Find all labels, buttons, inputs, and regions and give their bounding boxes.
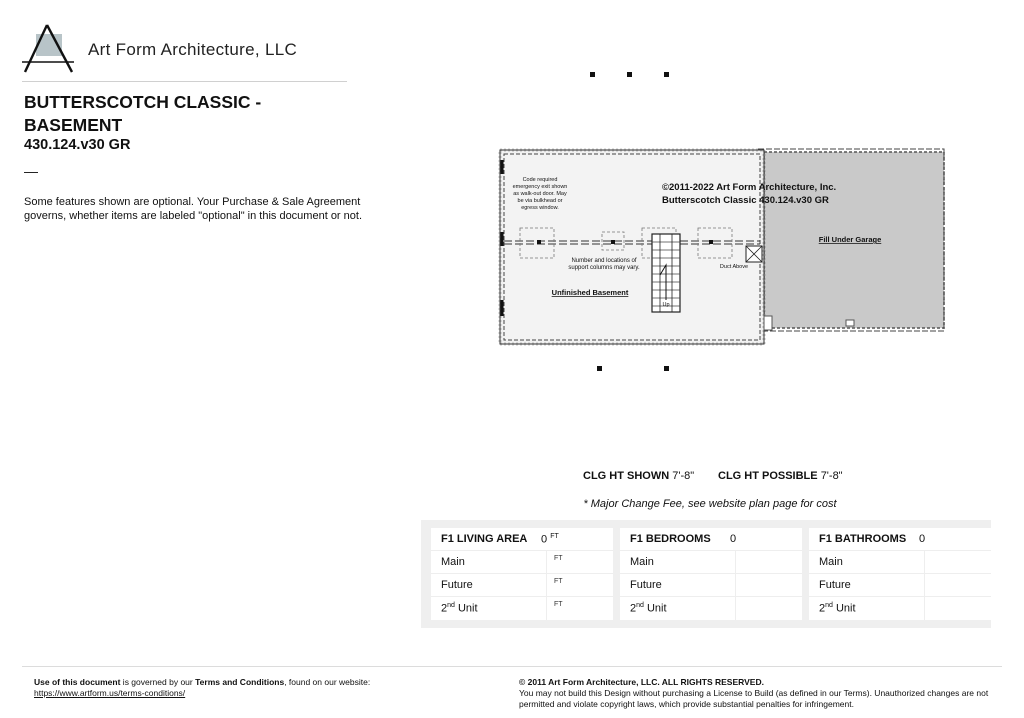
stat-row: 2nd Unit: [630, 602, 667, 615]
svg-text:support columns may vary.: support columns may vary.: [568, 265, 640, 271]
stat-row: Future: [620, 574, 802, 597]
company-name: Art Form Architecture, LLC: [88, 40, 298, 59]
company-logo-block: [22, 22, 352, 84]
svg-text:Number and locations of: Number and locations of: [571, 258, 637, 264]
stat-row: Main FT: [431, 551, 613, 574]
terms-link[interactable]: https://www.artform.us/terms-conditions/: [34, 688, 186, 698]
bathrooms-label: F1 BATHROOMS: [819, 533, 907, 545]
floorplan-copyright-line2: Butterscotch Classic 430.124.v30 GR: [662, 195, 829, 206]
living-area-card: [431, 528, 613, 620]
stat-header-row: [809, 528, 991, 551]
stat-header-row: [620, 528, 802, 551]
copyright-notice: [519, 677, 989, 710]
header-divider: [22, 81, 347, 82]
stat-header-row: [431, 528, 613, 551]
svg-text:Code required: Code required: [522, 177, 558, 183]
column-divider: [735, 550, 736, 620]
marker-dot: [590, 72, 595, 77]
marker-dot: [664, 366, 669, 371]
svg-text:be via bulkhead or: be via bulkhead or: [517, 198, 563, 204]
svg-text:egress window.: egress window.: [521, 205, 559, 211]
terms-notice: Use of this document is governed by our Terms and Conditions, found on our website: https://www.artform.us/terms-conditions/: [34, 677, 371, 698]
title-dash: —: [24, 163, 38, 179]
duct-label: Duct Above: [719, 264, 749, 270]
ceiling-possible: CLG HT POSSIBLE 7'-8": [718, 470, 843, 482]
stat-row: 2nd Unit FT: [441, 601, 563, 615]
column-divider: [546, 550, 547, 620]
optional-features-disclaimer: Some features shown are optional. Your Purchase & Sale Agreement governs, whether items are labeled "optional" in this document or not.: [24, 196, 362, 222]
garage-label: Fill Under Garage: [818, 235, 882, 244]
floorplan-copyright-line1: ©2011-2022 Art Form Architecture, Inc.: [662, 182, 837, 193]
basement-label: Unfinished Basement: [551, 288, 629, 297]
stat-row: Future: [809, 574, 991, 597]
svg-text:as walk-out door. May: as walk-out door. May: [513, 191, 567, 197]
bathrooms-value: 0: [919, 533, 926, 545]
basement-floor-plan: [490, 60, 960, 390]
marker-dot: [627, 72, 632, 77]
plan-stats-panel: [421, 520, 991, 628]
ceiling-shown: CLG HT SHOWN 7'-8": [583, 470, 695, 482]
major-change-fee-note: * Major Change Fee, see website plan page for cost: [583, 498, 837, 510]
plan-code: 430.124.v30 GR: [24, 137, 131, 153]
garage-pier: [846, 320, 854, 326]
living-area-value: 0 $^{FT}$: [541, 533, 559, 546]
bedrooms-card: [620, 528, 802, 620]
support-column: [611, 240, 615, 244]
marker-dot: [664, 72, 669, 77]
copyright-heading: © 2011 Art Form Architecture, LLC. ALL RIGHTS RESERVED.: [519, 677, 764, 687]
support-column: [709, 240, 713, 244]
living-area-label: F1 LIVING AREA: [441, 533, 528, 545]
stat-row: Future FT: [431, 574, 613, 597]
stat-row: Main: [809, 551, 991, 574]
stair-up-label: Up: [662, 302, 670, 308]
bedrooms-value: 0: [730, 533, 737, 545]
copyright-text: You may not build this Design without purchasing a License to Build (as defined in our Terms). Unauthorized changes are not permitted and violate copyright laws, which provide substantial penalties for infringement.: [519, 688, 989, 709]
logo-mark-icon: [22, 22, 76, 74]
marker-dot: [597, 366, 602, 371]
column-divider: [924, 550, 925, 620]
support-column-note: [568, 258, 640, 271]
svg-text:emergency exit shown: emergency exit shown: [512, 184, 568, 190]
support-column: [537, 240, 541, 244]
plan-title: BUTTERSCOTCH CLASSIC - BASEMENT: [24, 92, 262, 135]
footer-divider: [22, 666, 1002, 667]
bedrooms-label: F1 BEDROOMS: [630, 533, 711, 545]
bathrooms-card: [809, 528, 991, 620]
step-down: [764, 316, 772, 330]
stat-row: Main: [620, 551, 802, 574]
stat-row: 2nd Unit: [819, 602, 856, 615]
